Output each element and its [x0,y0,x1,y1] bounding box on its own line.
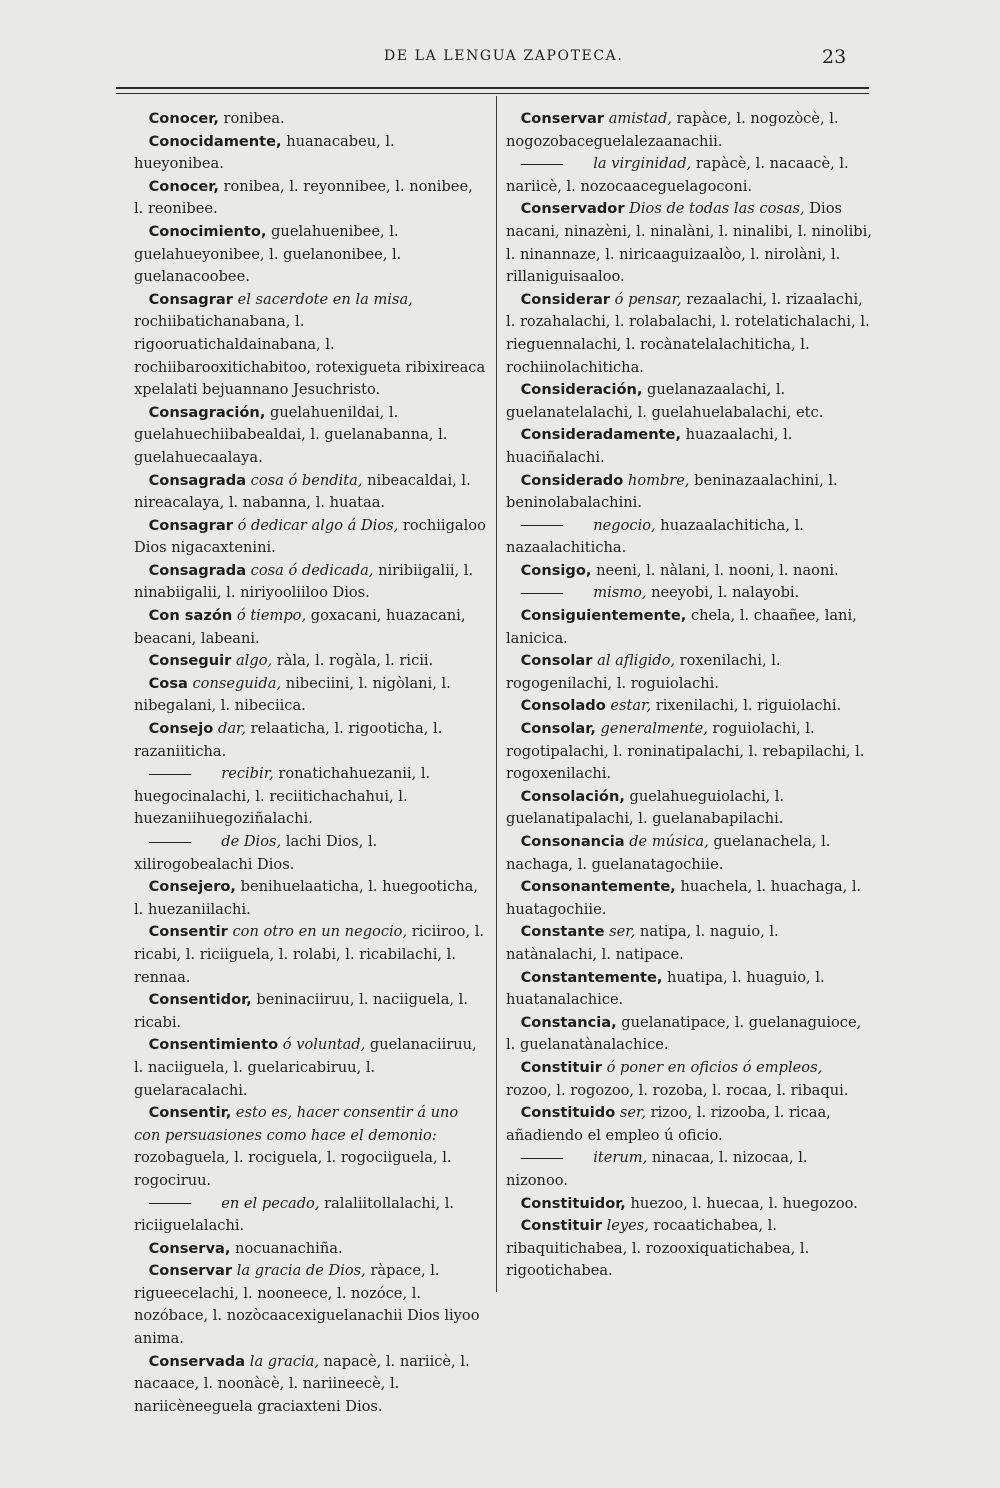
dictionary-entry [134,1260,486,1350]
dictionary-entry [134,831,486,876]
entry-definition: huanacabeu, l. hueyonibea. [134,132,395,173]
entry-qualifier: amistad, [604,110,672,127]
entry-headword: Con sazón [148,607,233,625]
ditto-dash [521,593,563,594]
entry-definition: rochiibatichanabana, l. rigooruatichaldainabana, l. rochiibarooxitichabitoo, rotexigueta ribixireaca xpelalati bejuannano Jesuchristo. [134,313,486,399]
dictionary-entry [506,695,872,718]
entry-definition: neeyobi, l. nalayobi. [646,584,800,602]
entry-headword: Consentir, [148,1104,232,1122]
entry-headword: Conocidamente, [148,132,282,150]
dictionary-entry [506,786,872,831]
dictionary-entry [506,967,872,1012]
entry-definition: rochiigaloo Dios nigacaxtenini. [134,516,486,557]
entry-headword: Conservar [520,110,605,127]
entry-headword: Conocer, [148,110,219,127]
entry-headword: Consolar, [520,720,596,738]
dictionary-entry [134,650,486,673]
entry-headword: Conservar [148,1262,233,1280]
ditto-dash [521,1158,563,1159]
entry-qualifier: recibir, [216,765,274,783]
entry-qualifier: ser, [604,923,636,941]
entry-headword: Consonancia [520,833,625,850]
entry-headword: Conservador [520,200,625,218]
entry-qualifier: mismo, [588,584,647,602]
entry-definition: Dios nacani, ninazèni, l. ninalàni, l. ninalibi, l. ninolibi, l. ninannaze, l. niricaaguizaalòo, l. nirolàni, l. rillaniguisaaloo. [506,200,872,286]
dictionary-entry [134,1351,486,1419]
entry-definition: guelanazaalachi, l. guelanatelalachi, l. guelahuelabalachi, etc. [506,381,824,421]
entry-headword: Consagrada [148,561,247,579]
entry-definition: guelahuenildai, l. guelahuechiibabealdai, l. guelanabanna, l. guelahuecaalaya. [134,403,448,466]
header-rule-thin [116,93,869,94]
entry-definition: rixenilachi, l. riguiolachi. [651,697,842,715]
entry-headword: Constante [520,923,605,941]
entry-headword: Consolado [520,697,606,715]
entry-definition: goxacani, huazacani, beacani, labeani. [134,607,466,647]
entry-definition: niribiigalii, l. ninabiigalii, l. niriyooliiloo Dios. [134,561,474,602]
entry-headword: Consigo, [520,561,592,579]
entry-headword: Constantemente, [520,968,663,986]
dictionary-entry [506,921,872,966]
dictionary-entry [134,131,486,176]
entry-headword: Consideradamente, [520,426,682,444]
entry-qualifier: dar, [213,720,247,738]
entry-definition: chela, l. chaañee, lani, lanicica. [506,607,857,647]
entry-definition: rapàce, l. nogozòcè, l. nogozobaceguelalezaanachii. [506,110,839,150]
entry-qualifier: cosa ó dedicada, [246,561,374,579]
dictionary-entry [134,718,486,763]
entry-qualifier: leyes, [601,1217,649,1235]
entry-headword: Conocer, [148,177,219,195]
entry-qualifier: negocio, [588,516,656,534]
dictionary-entry [134,763,486,831]
entry-definition: guelanachela, l. nachaga, l. guelanatagochiie. [506,833,831,873]
entry-headword: Consentimiento [148,1036,279,1054]
entry-headword: Consolar [520,652,593,670]
dictionary-entry [506,515,872,560]
dictionary-entry [506,470,872,515]
entry-definition: beninaciiruu, l. naciiguela, l. ricabi. [134,991,468,1031]
dictionary-entry [506,198,872,288]
dictionary-entry [134,515,486,560]
left-column [134,108,486,1418]
dictionary-entry [134,1102,486,1192]
entry-definition: roguiolachi, l. rogotipalachi, l. roninatipalachi, l. rebapilachi, l. rogoxenilachi. [506,720,865,783]
entry-definition: guelanaciiruu, l. naciiguela, l. guelaricabiruu, l. guelaracalachi. [134,1036,477,1099]
ditto-dash [149,1203,191,1204]
entry-headword: Considerar [520,290,610,308]
entry-definition: ràla, l. rogàla, l. ricii. [272,652,434,670]
entry-qualifier: con otro en un negocio, [227,923,408,941]
entry-definition: neeni, l. nàlani, l. nooni, l. naoni. [591,561,839,579]
entry-qualifier: iterum, [588,1149,648,1167]
dictionary-entry [506,582,872,605]
entry-definition: ronibea. [218,110,285,127]
entry-headword: Constituir [520,1217,602,1235]
entry-definition: relaaticha, l. rigooticha, l. razaniiticha. [134,720,443,760]
entry-qualifier: de Dios, [216,833,282,850]
entry-headword: Constituidor, [520,1194,626,1212]
entry-qualifier: ó poner en oficios ó empleos, [601,1058,823,1076]
entry-definition: napacè, l. nariicè, l. nacaace, l. noonàcè, l. nariineecè, l. nariicèneeguela graciaxteni Dios. [134,1352,470,1415]
dictionary-entry [506,1057,872,1102]
entry-qualifier: cosa ó bendita, [246,471,363,489]
entry-definition: ràpace, l. rigueecelachi, l. nooneece, l. nozóce, l. nozóbace, l. nozòcaacexiguelanachii Dios liyoo anima. [134,1262,480,1348]
dictionary-entry [506,1193,872,1216]
dictionary-entry [506,605,872,650]
entry-definition: huazaalachiticha, l. nazaalachiticha. [506,516,804,557]
entry-headword: Cosa [148,674,188,692]
entry-headword: Conseguir [148,652,232,670]
entry-headword: Consolación, [520,787,625,805]
entry-headword: Constituido [520,1104,616,1122]
ditto-dash [149,774,191,775]
entry-definition: ninacaa, l. nizocaa, l. nizonoo. [506,1149,808,1189]
entry-definition: huachela, l. huachaga, l. huatagochiie. [506,878,862,918]
entry-qualifier: de música, [624,833,709,850]
entry-definition: nocuanachiña. [230,1239,343,1257]
entry-headword: Consagración, [148,403,266,421]
dictionary-entry [134,289,486,402]
entry-headword: Consiguientemente, [520,607,687,625]
entry-definition: huezoo, l. huecaa, l. huegozoo. [625,1194,858,1212]
ditto-dash [521,164,563,165]
dictionary-entry [134,673,486,718]
entry-definition: rapàcè, l. nacaacè, l. nariicè, l. nozocaaceguelagoconi. [506,155,849,195]
entry-definition: ralaliitollalachi, l. riciiguelalachi. [134,1194,455,1235]
entry-headword: Conocimiento, [148,222,267,240]
entry-definition: nibeacaldai, l. nireacalaya, l. nabanna, l. huataa. [134,471,471,512]
dictionary-entry [134,989,486,1034]
entry-headword: Consagrar [148,516,233,534]
entry-definition: riciiroo, l. ricabi, l. riciiguela, l. rolabi, l. ricabilachi, l. rennaa. [134,923,485,986]
dictionary-entry [134,108,486,131]
dictionary-entry [506,1102,872,1147]
entry-definition: guelahueguiolachi, l. guelanatipalachi, l. guelanabapilachi. [506,787,785,828]
dictionary-entry [134,560,486,605]
entry-definition: rezaalachi, l. rizaalachi, l. rozahalachi, l. rolabalachi, l. rotelatichalachi, l. rieguennalachi, l. rocànatelalachiticha, l. rochiinolachiticha. [506,290,870,376]
running-head: DE LA LENGUA ZAPOTECA. [384,48,624,64]
entry-definition: natipa, l. naguio, l. natànalachi, l. natipace. [506,923,779,963]
dictionary-entry [134,1034,486,1102]
dictionary-entry [506,1147,872,1192]
entry-qualifier: generalmente, [595,720,708,738]
entry-headword: Conservada [148,1352,246,1370]
dictionary-entry [506,289,872,379]
dictionary-entry [506,153,872,198]
ditto-dash [149,842,191,843]
entry-definition: rizoo, l. rizooba, l. ricaa, añadiendo el empleo ú oficio. [506,1104,831,1144]
entry-headword: Consideración, [520,381,643,399]
entry-qualifier: ser, [615,1104,647,1122]
entry-qualifier: ó voluntad, [278,1036,366,1054]
entry-qualifier: conseguida, [187,674,282,692]
ditto-dash [521,525,563,526]
entry-headword: Consejero, [148,878,236,896]
entry-qualifier: el sacerdote en la misa, [232,290,413,308]
entry-headword: Considerado [520,471,624,489]
right-column [506,108,872,1283]
dictionary-entry [134,1193,486,1238]
entry-definition: nibeciini, l. nigòlani, l. nibegalani, l. nibeciica. [134,674,451,715]
dictionary-entry [134,470,486,515]
entry-definition: rozobaguela, l. rociguela, l. rogociiguela, l. rogociruu. [134,1149,452,1189]
entry-definition: guelahuenibee, l. guelahueyonibee, l. guelanonibee, l. guelanacoobee. [134,222,402,286]
dictionary-entry [506,379,872,424]
entry-headword: Consentidor, [148,991,252,1009]
dictionary-entry [506,1012,872,1057]
entry-headword: Constituir [520,1058,602,1076]
entry-headword: Consagrar [148,290,233,308]
entry-headword: Consonantemente, [520,878,676,896]
dictionary-entry [506,718,872,786]
dictionary-entry [134,876,486,921]
dictionary-entry [506,560,872,583]
entry-headword: Consagrada [148,471,247,489]
entry-qualifier: la gracia, [245,1352,320,1370]
entry-definition: rocaatichabea, l. ribaquitichabea, l. rozooxiquatichabea, l. rigootichabea. [506,1217,810,1280]
entry-qualifier: algo, [231,652,273,670]
page-number: 23 [822,46,847,68]
entry-headword: Conserva, [148,1239,231,1257]
dictionary-entry [506,831,872,876]
entry-definition: benihuelaaticha, l. huegooticha, l. huezaniilachi. [134,878,478,918]
entry-definition: roxenilachi, l. rogogenilachi, l. roguiolachi. [506,652,781,692]
entry-qualifier: la gracia de Dios, [232,1262,366,1280]
column-divider [496,96,497,1292]
dictionary-entry [506,876,872,921]
entry-definition: lachi Dios, l. xilirogobealachi Dios. [134,833,378,873]
dictionary-entry [134,221,486,289]
entry-headword: Consentir [148,923,228,941]
dictionary-entry [506,1215,872,1283]
entry-definition: huatipa, l. huaguio, l. huatanalachice. [506,968,825,1009]
entry-qualifier: ó dedicar algo á Dios, [232,516,399,534]
dictionary-entry [134,605,486,650]
entry-qualifier: estar, [605,697,652,715]
dictionary-entry [134,921,486,989]
header-rule [116,87,869,89]
dictionary-entry [506,650,872,695]
entry-qualifier: al afligido, [592,652,676,670]
entry-definition: ronibea, l. reyonnibee, l. nonibee, l. reonibee. [134,177,473,218]
entry-qualifier: en el pecado, [216,1194,320,1212]
entry-qualifier: Dios de todas las cosas, [624,200,805,218]
dictionary-entry [134,1238,486,1261]
entry-qualifier: la virginidad, [588,155,692,173]
dictionary-entry [134,176,486,221]
entry-qualifier: ó tiempo, [232,607,307,625]
entry-headword: Constancia, [520,1013,617,1031]
dictionary-entry [134,402,486,470]
dictionary-entry [506,108,872,153]
entry-definition: huazaalachi, l. huaciñalachi. [506,426,793,466]
entry-definition: rozoo, l. rogozoo, l. rozoba, l. rocaa, l. ribaqui. [506,1081,849,1099]
entry-definition: guelanatipace, l. guelanaguioce, l. guelanatànalachice. [506,1013,862,1054]
entry-qualifier: hombre, [623,471,690,489]
entry-qualifier: esto es, hacer consentir á uno con persuasiones como hace el demonio: [134,1104,459,1144]
entry-qualifier: ó pensar, [610,290,682,308]
dictionary-entry [506,424,872,469]
entry-definition: ronatichahuezanii, l. huegocinalachi, l. reciitichachahui, l. huezaniihuegoziñalachi. [134,765,431,828]
entry-definition: beninazaalachini, l. beninolabalachini. [506,471,838,512]
entry-headword: Consejo [148,720,214,738]
